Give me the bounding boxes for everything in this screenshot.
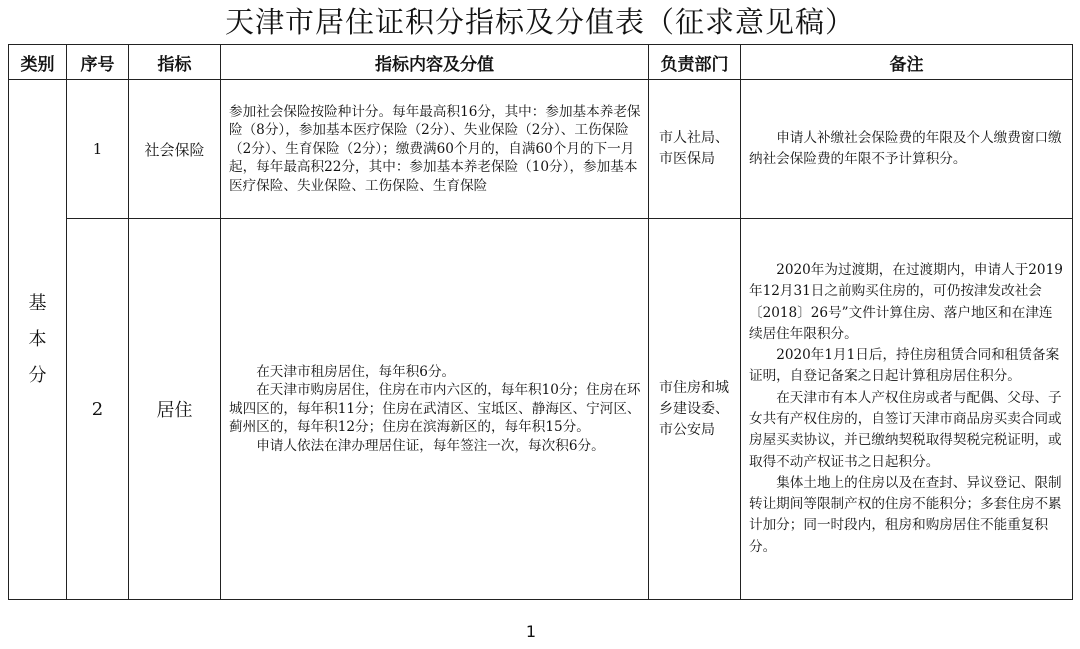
remark-paragraph: 在天津市有本人产权住房或者与配偶、父母、子女共有产权住房的，自签订天津市商品房买卖合同或房屋买卖协议，并已缴纳契税取得契税完税证明，或取得不动产权证书之日起积分。 (749, 389, 1062, 470)
content-paragraph: 在天津市租房居住，每年积6分。 (256, 363, 456, 380)
category-char: 分 (28, 364, 47, 386)
content-paragraph: 申请人依法在津办理居住证，每年签注一次，每次积6分。 (256, 437, 605, 454)
content-paragraph: 在天津市购房居住，住房在市内六区的，每年积10分；住房在环城四区的，每年积11分；住房在武清区、宝坻区、静海区、宁河区、蓟州区的，每年积12分；住房在滨海新区的，每年积15分。 (229, 382, 641, 436)
content-cell (221, 80, 649, 219)
content-paragraph: 参加社会保险按险种计分。每年最高积16分，其中：参加基本养老保险（8分），参加基本医疗保险（2分）、失业保险（2分）、工伤保险（2分）、生育保险（2分）；缴费满60个月的，自满60个月的下一月起，每年最高积22分，其中：参加基本养老保险（10分），参加基本医疗保险、失业保险、工伤保险、生育保险 (229, 103, 641, 194)
page-title: 天津市居住证积分指标及分值表（征求意见稿） (224, 5, 855, 39)
header-seq: 序号 (67, 45, 129, 80)
remark-paragraph: 集体土地上的住房以及在查封、异议登记、限制转让期间等限制产权的住房不能积分；多套住房不累计加分；同一时段内，租房和购房居住不能重复积分。 (749, 474, 1062, 555)
dept-cell: 市住房和城乡建设委、市公安局 (649, 219, 741, 600)
header-content: 指标内容及分值 (221, 45, 649, 80)
seq-cell: 2 (67, 219, 129, 600)
table-row (9, 219, 1073, 600)
table-header-row (9, 45, 1073, 80)
indicator-cell: 居住 (129, 219, 221, 600)
dept-cell: 市人社局、市医保局 (649, 80, 741, 219)
remark-paragraph: 2020年为过渡期，在过渡期内，申请人于2019年12月31日之前购买住房的，可仍按津发改社会〔2018〕26号”文件计算住房、落户地区和在津连续居住年限积分。 (749, 261, 1063, 342)
remark-cell (741, 80, 1073, 219)
header-remark: 备注 (741, 45, 1073, 80)
category-char: 本 (28, 328, 47, 350)
remark-paragraph: 申请人补缴社会保险费的年限及个人缴费窗口缴纳社会保险费的年限不予计算积分。 (749, 129, 1062, 167)
header-dept: 负责部门 (649, 45, 741, 80)
header-indicator: 指标 (129, 45, 221, 80)
remark-cell (741, 219, 1073, 600)
page-number: 1 (525, 622, 537, 641)
indicator-cell: 社会保险 (129, 80, 221, 219)
seq-cell: 1 (67, 80, 129, 219)
score-table (8, 44, 1073, 600)
content-cell (221, 219, 649, 600)
category-cell (9, 80, 67, 600)
header-category: 类别 (9, 45, 67, 80)
category-char: 基 (28, 292, 47, 314)
remark-paragraph: 2020年1月1日后，持住房租赁合同和租赁备案证明，自登记备案之日起计算租房居住积分。 (749, 347, 1060, 385)
table-row (9, 80, 1073, 219)
